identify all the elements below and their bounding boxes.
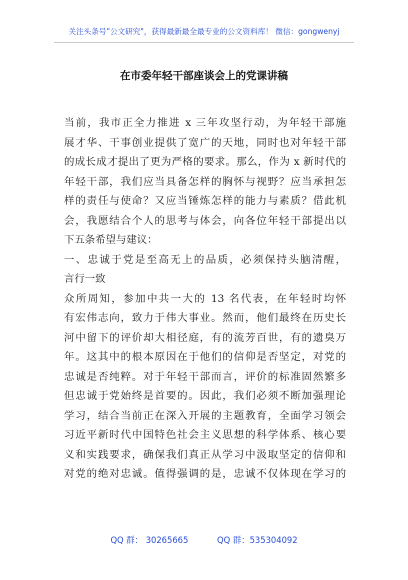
body-line: 有宏伟志向，致力于伟大事业。然而，他们最终在历史长 bbox=[64, 312, 346, 324]
body-line: 展才华、干事创业提供了宽广的天地，同时也对年轻干部 bbox=[64, 136, 346, 149]
body-line: 当前，我市正全力推进 x 三年攻坚行动，为年轻干部施 bbox=[64, 117, 346, 129]
footer-qq-group-2: QQ 群：535304092 bbox=[217, 535, 298, 545]
body-line: 但忠诚于党始终是首要的。因此，我们必须不断加强理论 bbox=[64, 390, 346, 402]
body-line: 对党的绝对忠诚。值得强调的是，忠诚不仅体现在学习的 bbox=[64, 468, 346, 480]
body-line: 下五条希望与建议： bbox=[64, 234, 158, 246]
body-line: 会，我愿结合个人的思考与体会，向各位年轻干部提出以 bbox=[64, 214, 346, 227]
header-divider bbox=[54, 42, 354, 43]
body-line: 忠诚是否纯粹。对于年轻干部而言，评价的标准固然繁多 bbox=[64, 370, 346, 383]
footer bbox=[0, 534, 408, 546]
document-title: 在市委年轻干部座谈会上的党课讲稿 bbox=[120, 70, 288, 82]
body-line: 样的责任与使命？又应当锤炼怎样的能力与素质？借此机 bbox=[64, 195, 346, 207]
body-line: 众所周知，参加中共一大的 13 名代表，在年轻时均怀 bbox=[64, 292, 346, 305]
body-line: 河中留下的评价却大相径庭，有的流芳百世，有的遗臭万 bbox=[64, 331, 346, 344]
document-body bbox=[64, 114, 346, 485]
body-line: 学习，结合当前正在深入开展的主题教育，全面学习领会 bbox=[64, 409, 346, 422]
body-line: 习近平新时代中国特色社会主义思想的科学体系、核心要 bbox=[64, 429, 346, 441]
body-line: 年轻干部，我们应当具备怎样的胸怀与视野？应当承担怎 bbox=[64, 175, 346, 188]
body-line: 一、忠诚于党是至高无上的品质，必须保持头脑清醒， bbox=[64, 253, 346, 266]
body-line: 的成长成才提出了更为严格的要求。那么，作为 x 新时代的 bbox=[64, 156, 346, 168]
body-line: 言行一致 bbox=[64, 273, 106, 285]
header-note: 关注头条号"公文研究"，获得最新最全最专业的公文资料库！ 微信：gongwenyj bbox=[68, 27, 340, 36]
body-line: 年。这其中的根本原因在于他们的信仰是否坚定，对党的 bbox=[64, 351, 346, 363]
body-line: 义和实践要求，确保我们真正从学习中汲取坚定的信仰和 bbox=[64, 448, 346, 461]
footer-qq-group-1: QQ 群： 30265665 bbox=[110, 535, 189, 545]
